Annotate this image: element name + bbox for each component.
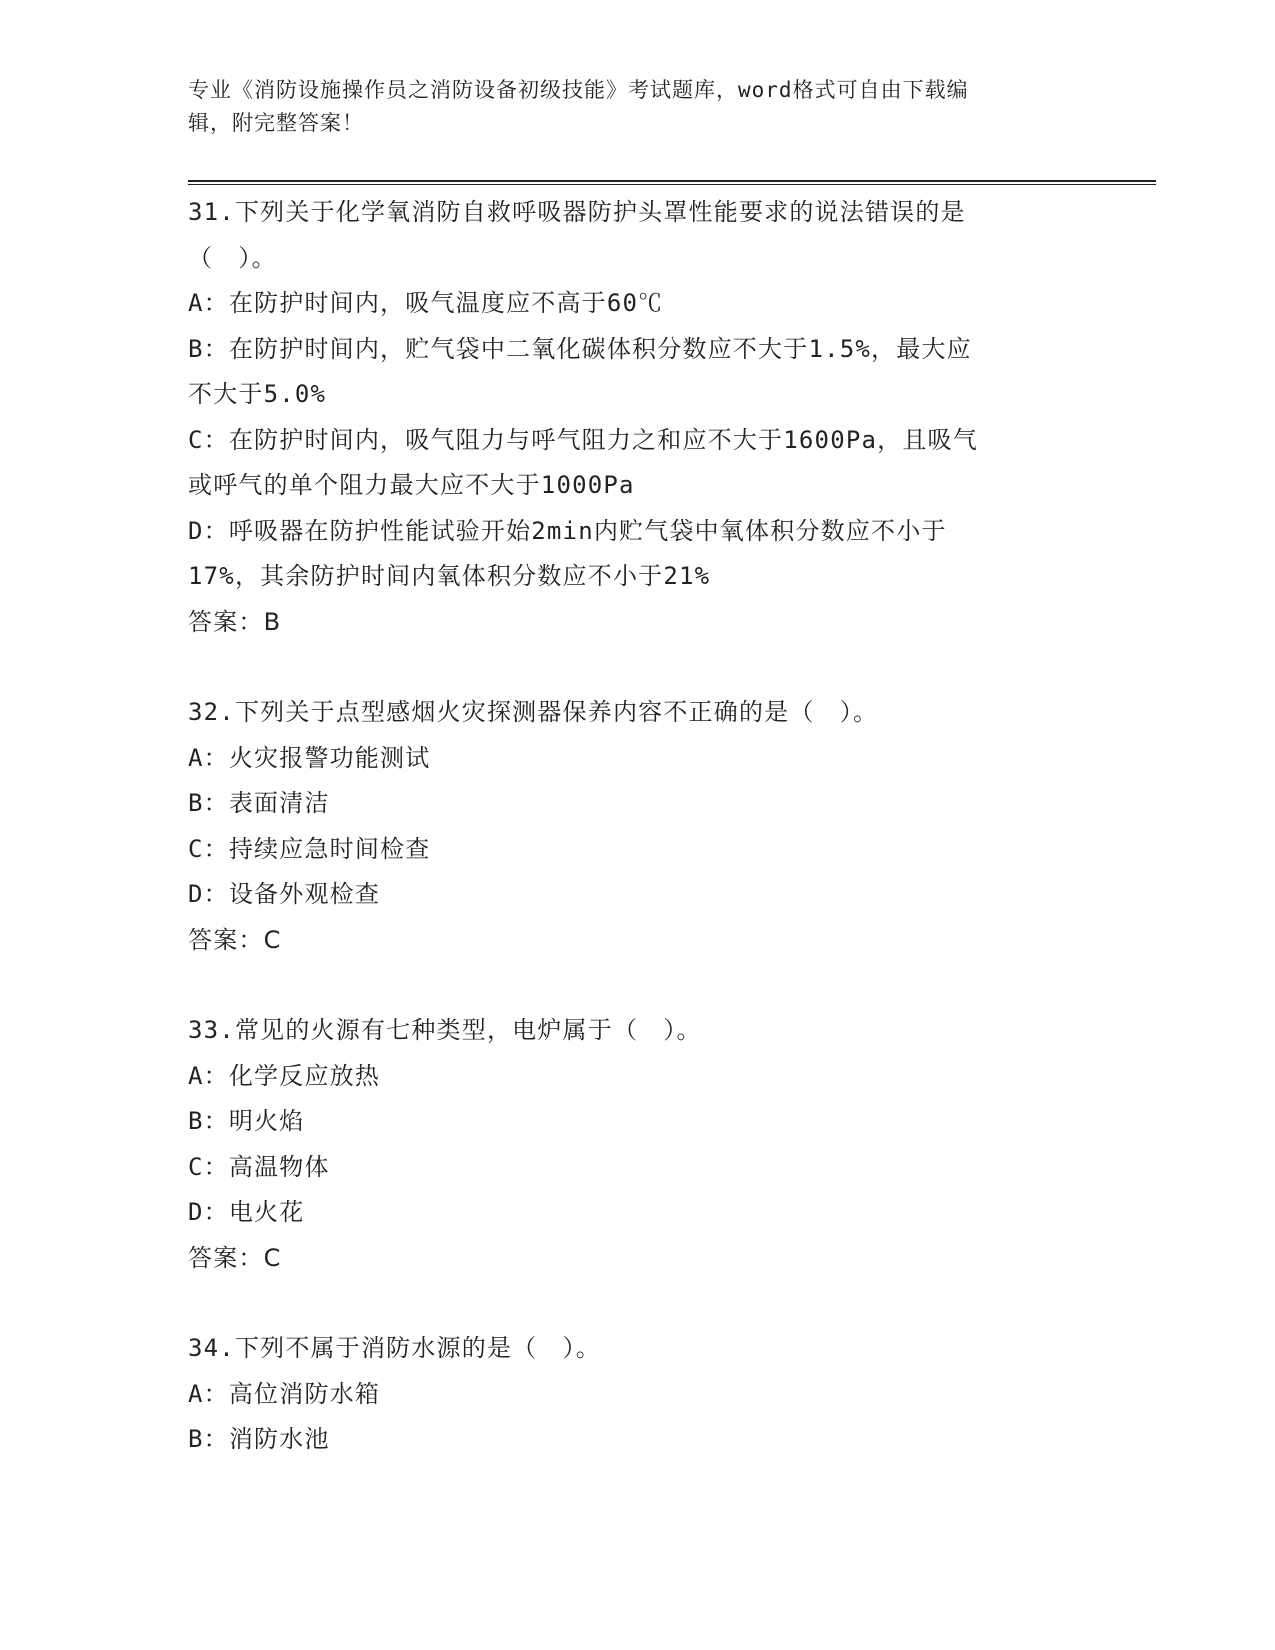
question-list	[188, 190, 1158, 1463]
option-b-continued: 不大于5.0%	[188, 380, 327, 408]
document-header	[188, 74, 1088, 140]
option-d: D：电火花	[188, 1198, 305, 1226]
option-a: A：在防护时间内，吸气温度应不高于60℃	[188, 289, 664, 317]
question-stem: 31.下列关于化学氧消防自救呼吸器防护头罩性能要求的说法错误的是	[188, 198, 966, 226]
question-stem: 34.下列不属于消防水源的是（ ）。	[188, 1334, 601, 1362]
question-spacer	[188, 1281, 1158, 1326]
option-d-continued: 17%，其余防护时间内氧体积分数应不小于21%	[188, 562, 711, 590]
option-c: C：在防护时间内，吸气阻力与呼气阻力之和应不大于1600Pa，且吸气	[188, 425, 978, 454]
option-b: B：消防水池	[188, 1425, 330, 1453]
option-d: D：设备外观检查	[188, 880, 381, 908]
option-c: C：持续应急时间检查	[188, 834, 431, 863]
option-a: A：高位消防水箱	[188, 1379, 381, 1408]
answer: 答案：C	[188, 1243, 282, 1272]
option-d: D：呼吸器在防护性能试验开始2min内贮气袋中氧体积分数应不小于	[188, 516, 947, 545]
option-c-continued: 或呼气的单个阻力最大应不大于1000Pa	[188, 471, 635, 499]
header-line-1: 专业《消防设施操作员之消防设备初级技能》考试题库，word格式可自由下载编	[188, 78, 969, 102]
answer: 答案：C	[188, 925, 282, 954]
question-stem-continued: （ ）。	[188, 243, 277, 272]
answer: 答案：B	[188, 607, 282, 636]
header-line-2: 辑，附完整答案！	[188, 111, 364, 135]
question-stem: 33.常见的火源有七种类型，电炉属于（ ）。	[188, 1016, 702, 1044]
question-33	[188, 1008, 1158, 1281]
question-34	[188, 1326, 1158, 1463]
question-spacer	[188, 963, 1158, 1008]
option-b: B：在防护时间内，贮气袋中二氧化碳体积分数应不大于1.5%，最大应	[188, 334, 972, 363]
option-a: A：火灾报警功能测试	[188, 743, 431, 772]
question-31	[188, 190, 1158, 645]
question-32	[188, 690, 1158, 963]
option-a: A：化学反应放热	[188, 1061, 381, 1090]
question-stem: 32.下列关于点型感烟火灾探测器保养内容不正确的是（ ）。	[188, 698, 879, 726]
question-spacer	[188, 645, 1158, 690]
option-b: B：表面清洁	[188, 789, 330, 817]
option-b: B：明火焰	[188, 1107, 305, 1135]
header-divider	[188, 180, 1156, 185]
option-c: C：高温物体	[188, 1152, 330, 1181]
